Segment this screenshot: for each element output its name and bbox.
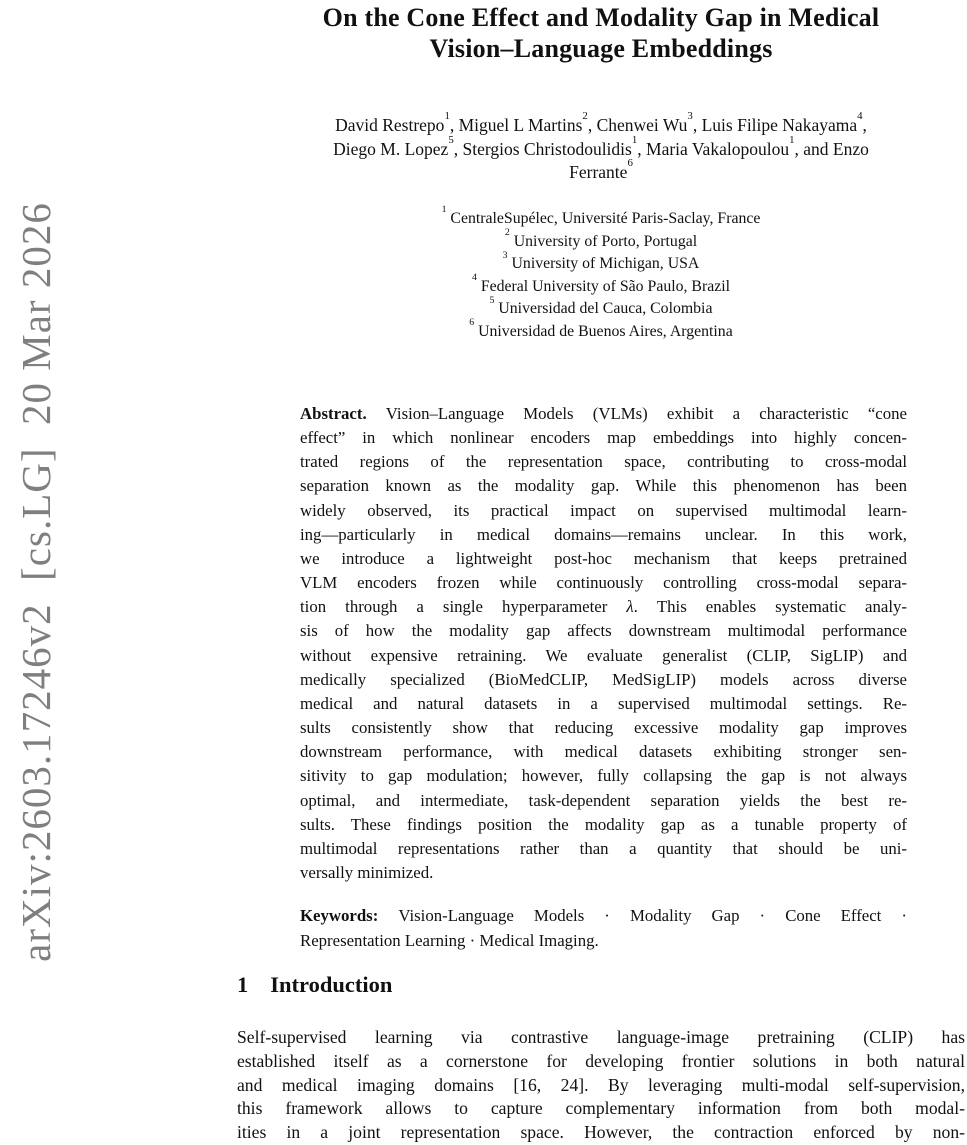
author-line: David Restrepo$^1$, Miguel L Martins$^2$, Chenwei Wu$^3$, Luis Filipe Nakayama$^4$, bbox=[335, 110, 867, 135]
intro-paragraph bbox=[237, 1026, 965, 1145]
intro-line: this framework allows to capture complementary information from both modal- bbox=[237, 1098, 965, 1119]
affiliation-line: $^2$ University of Porto, Portugal bbox=[504, 226, 698, 250]
intro-line: established itself as a cornerstone for developing frontier solutions in both natural bbox=[237, 1050, 965, 1071]
abstract-line: sitivity to gap modulation; however, fully collapsing the gap is not always bbox=[300, 766, 907, 786]
keywords-line: Representation Learning · Medical Imaging. bbox=[300, 931, 599, 950]
affiliation-line: $^4$ Federal University of São Paulo, Brazil bbox=[471, 272, 731, 295]
section-number: 1 bbox=[237, 972, 249, 997]
abstract-line: ing—particularly in medical domains—remains unclear. In this work, bbox=[300, 524, 907, 544]
arxiv-watermark: arXiv:2603.17246v2 [cs.LG] 20 Mar 2026 bbox=[13, 202, 59, 962]
abstract-line: effect” in which nonlinear encoders map embeddings into highly concen- bbox=[300, 428, 907, 448]
abstract-line: we introduce a lightweight post-hoc mechanism that keeps pretrained bbox=[300, 548, 907, 568]
abstract-line: sults consistently show that reducing excessive modality gap improves bbox=[300, 718, 907, 738]
keywords bbox=[300, 903, 907, 953]
abstract-line: Abstract. Vision–Language Models (VLMs) exhibit a characteristic “cone bbox=[300, 404, 907, 423]
abstract bbox=[300, 402, 907, 885]
affiliation-line: $^1$ CentraleSupélec, Université Paris-Saclay, France bbox=[441, 204, 761, 227]
abstract-line: downstream performance, with medical datasets exhibiting stronger sen- bbox=[300, 742, 907, 762]
abstract-line: medically specialized (BioMedCLIP, MedSigLIP) models across diverse bbox=[300, 669, 907, 689]
abstract-line: multimodal representations rather than a quantity that should be uni- bbox=[300, 838, 907, 858]
affiliation-line: $^3$ University of Michigan, USA bbox=[502, 249, 700, 273]
keywords-line: Keywords: Vision-Language Models · Modality Gap · Cone Effect · bbox=[300, 906, 907, 925]
abstract-line: optimal, and intermediate, task-dependent separation yields the best re- bbox=[300, 790, 907, 810]
abstract-line: trated regions of the representation space, contributing to cross-modal bbox=[300, 452, 907, 472]
abstract-line: without expensive retraining. We evaluate generalist (CLIP, SigLIP) and bbox=[300, 645, 907, 665]
intro-line: and medical imaging domains [16, 24]. By leveraging multi-modal self-supervision, bbox=[237, 1074, 965, 1095]
author-list bbox=[237, 110, 965, 185]
affiliation-list bbox=[237, 204, 965, 344]
abstract-line: sults. These findings position the modality gap as a tunable property of bbox=[300, 814, 907, 834]
abstract-line: medical and natural datasets in a supervised multimodal settings. Re- bbox=[300, 693, 907, 713]
affiliation-line: $^5$ Universidad del Cauca, Colombia bbox=[489, 294, 713, 318]
author-line: Diego M. Lopez$^5$, Stergios Christodoulidis$^1$, Maria Vakalopoulou$^1$, and Enzo bbox=[333, 133, 869, 159]
intro-line: Self-supervised learning via contrastive language-image pretraining (CLIP) has bbox=[237, 1027, 965, 1047]
abstract-line: tion through a single hyperparameter λ. This enables systematic analy- bbox=[300, 597, 907, 617]
section-heading bbox=[237, 970, 965, 1000]
abstract-line: VLM encoders frozen while continuously controlling cross-modal separa- bbox=[300, 573, 907, 593]
author-line: Ferrante$^6$ bbox=[569, 157, 633, 182]
section-title: Introduction bbox=[270, 972, 393, 997]
abstract-line: sis of how the modality gap affects downstream multimodal performance bbox=[300, 621, 907, 641]
abstract-line: separation known as the modality gap. While this phenomenon has been bbox=[300, 476, 907, 496]
affiliation-line: $^6$ Universidad de Buenos Aires, Argentina bbox=[469, 317, 733, 340]
abstract-line: widely observed, its practical impact on supervised multimodal learn- bbox=[300, 500, 907, 520]
paper-title-line-2: Vision–Language Embeddings bbox=[429, 34, 773, 63]
paper-title-line-1: On the Cone Effect and Modality Gap in Medical bbox=[322, 3, 880, 32]
paper-title bbox=[237, 2, 965, 64]
abstract-line: versally minimized. bbox=[300, 862, 434, 882]
intro-line: ities in a joint representation space. However, the contraction enforced by non- bbox=[237, 1122, 965, 1143]
